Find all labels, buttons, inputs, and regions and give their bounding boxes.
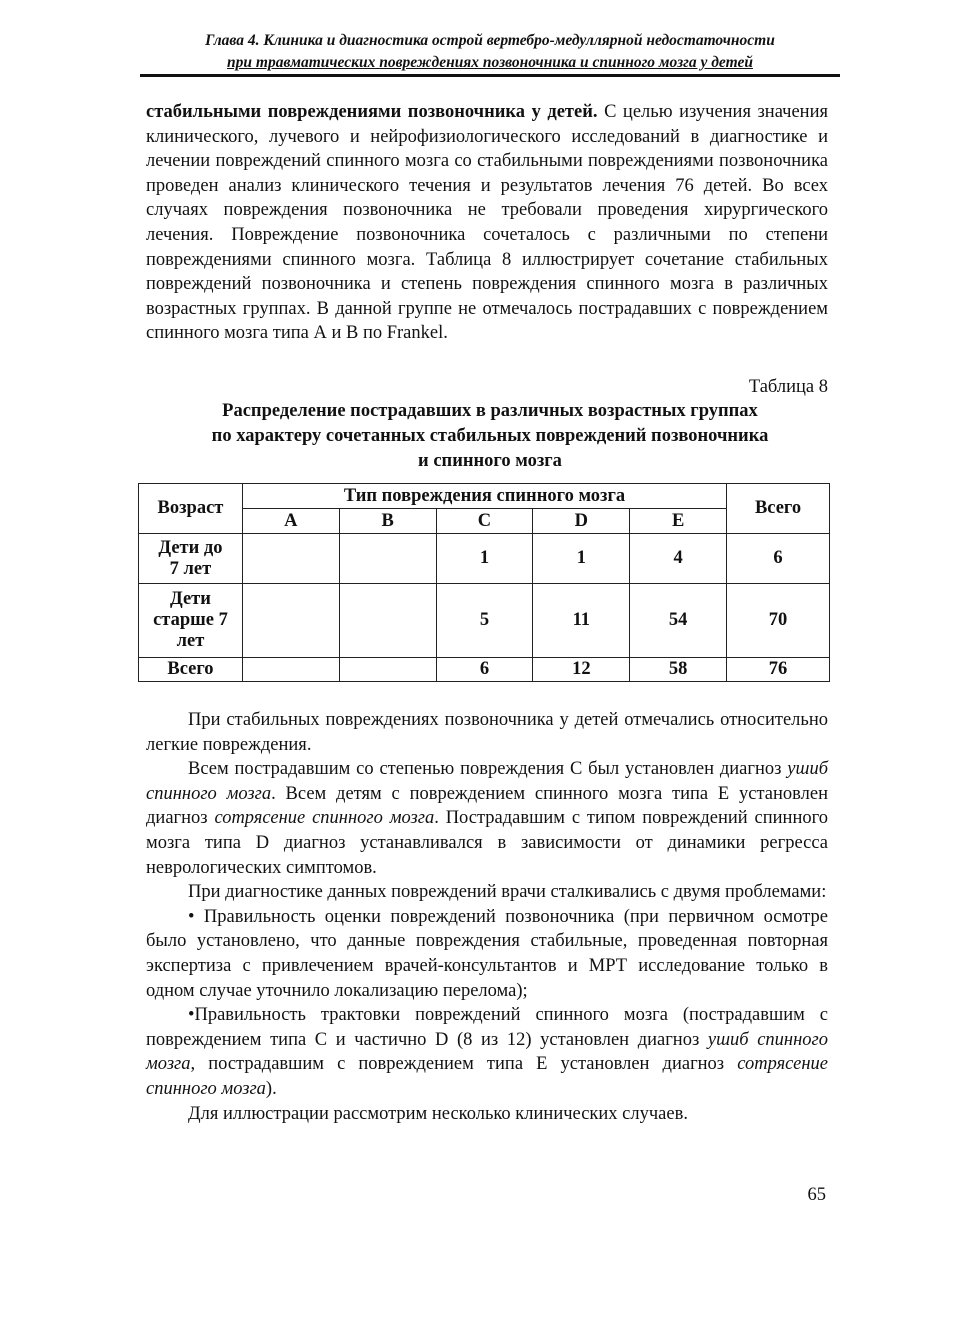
row-label <box>139 584 243 658</box>
cell-d: 12 <box>533 658 630 682</box>
cell-a <box>242 584 339 658</box>
body-text <box>146 708 828 1126</box>
cell-a <box>242 658 339 682</box>
cell-d: 1 <box>533 534 630 584</box>
cell-a <box>242 534 339 584</box>
cell-d: 11 <box>533 584 630 658</box>
row-label: Всего <box>139 658 243 682</box>
text-run: . Пострадавшим с типом повреждений спинного мозга типа D диагноз устанавливался в зависимости от динамики регресса неврологических симптомов. <box>146 808 828 878</box>
bullet-item: • Правильность оценки повреждений позвоночника (при первичном осмотре было установлено, что данные повреждения стабильные, проведенная повторная экспертиза с привлечением врачей-консультантов и МРТ исследование только в одном случае уточнило локализацию перелома); <box>146 906 828 1001</box>
cell-b <box>339 584 436 658</box>
cell-c: 6 <box>436 658 533 682</box>
table-title-line1: Распределение пострадавших в различных возрастных группах <box>222 401 758 421</box>
paragraph: При стабильных повреждениях позвоночника у детей отмечались относительно легкие повреждения. <box>146 710 828 755</box>
intro-bold-lead: стабильными повреждениями позвоночника у детей. <box>146 102 598 122</box>
cell-total: 70 <box>727 584 830 658</box>
header-total: Всего <box>727 484 830 534</box>
italic-term: ушиб спинного мозга <box>146 1029 829 1075</box>
text-run: . Всем детям с повреждением спинного мозга типа Е установлен диагноз <box>146 783 828 829</box>
header-age: Возраст <box>139 484 243 534</box>
header-type-e: E <box>630 509 727 534</box>
cell-c: 5 <box>436 584 533 658</box>
cell-e: 54 <box>630 584 727 658</box>
table-header-row <box>139 484 830 509</box>
table-title-line2: по характеру сочетанных стабильных повреждений позвоночника <box>211 426 769 446</box>
table-title <box>140 399 840 474</box>
header-type-c: С <box>436 509 533 534</box>
intro-text: С целью изучения значения клинического, лучевого и нейрофизиологического исследований в диагностике и лечении повреждений спинного мозга со стабильными повреждениями позвоночника проведен анализ клинического течения и результатов лечения 76 детей. Во всех случаях повреждения позвоночника не требовали проведения хирургического лечения. Повреждение позвоночника сочеталось с различными по степени повреждениями спинного мозга. Таблица 8 иллюстрирует сочетание стабильных повреждений позвоночника и степень повреждения спинного мозга в различных возрастных группах. В данной группе не отмечалось пострадавших с повреждением спинного мозга типа А и В по Frankel. <box>146 102 828 344</box>
data-table <box>138 483 830 682</box>
text-run: , пострадавшим с повреждением типа Е установлен диагноз <box>190 1054 738 1075</box>
table-row <box>139 534 830 584</box>
row-label-line: Дети до <box>158 537 223 558</box>
text-run: Всем пострадавшим со степенью повреждения С был установлен диагноз <box>188 759 788 780</box>
running-head-line2: при травматических повреждениях позвоночника и спинного мозга у детей <box>227 54 753 71</box>
intro-paragraph <box>146 100 828 346</box>
italic-term: ушиб спинного мозга <box>146 759 828 804</box>
table-title-line3: и спинного мозга <box>418 451 562 471</box>
italic-term: сотрясение спинного мозга <box>146 1054 828 1099</box>
paragraph: При диагностике данных повреждений врачи сталкивались с двумя проблемами: <box>188 882 827 903</box>
table-row-total <box>139 658 830 682</box>
text-run: ). <box>265 1078 277 1099</box>
running-head <box>140 30 840 74</box>
cell-b <box>339 658 436 682</box>
cell-total: 76 <box>727 658 830 682</box>
row-label <box>139 534 243 584</box>
row-label-line: 7 лет <box>169 558 212 579</box>
running-head-line1: Глава 4. Клиника и диагностика острой вертебро-медуллярной недостаточности <box>205 32 775 49</box>
italic-term: сотрясение спинного мозга <box>214 808 435 829</box>
header-type-d: D <box>533 509 630 534</box>
header-type-b: В <box>339 509 436 534</box>
row-label-line: Дети <box>169 589 211 609</box>
table-subheader-row <box>139 509 830 534</box>
table-row <box>139 584 830 658</box>
cell-e: 4 <box>630 534 727 584</box>
text-run: •Правильность трактовки повреждений спинного мозга (пострадавшим с повреждением типа С и частично D (8 из 12) установлен диагноз <box>146 1005 828 1050</box>
paragraph <box>146 757 828 880</box>
paragraph: Для иллюстрации рассмотрим несколько клинических случаев. <box>188 1103 688 1124</box>
cell-e: 58 <box>630 658 727 682</box>
row-label-line: лет <box>176 631 205 651</box>
bullet-item <box>146 1003 828 1101</box>
page-number: 65 <box>807 1185 826 1205</box>
cell-b <box>339 534 436 584</box>
table-label: Таблица 8 <box>748 377 828 397</box>
header-injury-type: Тип повреждения спинного мозга <box>242 484 726 509</box>
cell-total: 6 <box>727 534 830 584</box>
header-rule <box>140 74 840 77</box>
row-label-line: старше 7 <box>153 610 228 630</box>
header-type-a: А <box>242 509 339 534</box>
cell-c: 1 <box>436 534 533 584</box>
